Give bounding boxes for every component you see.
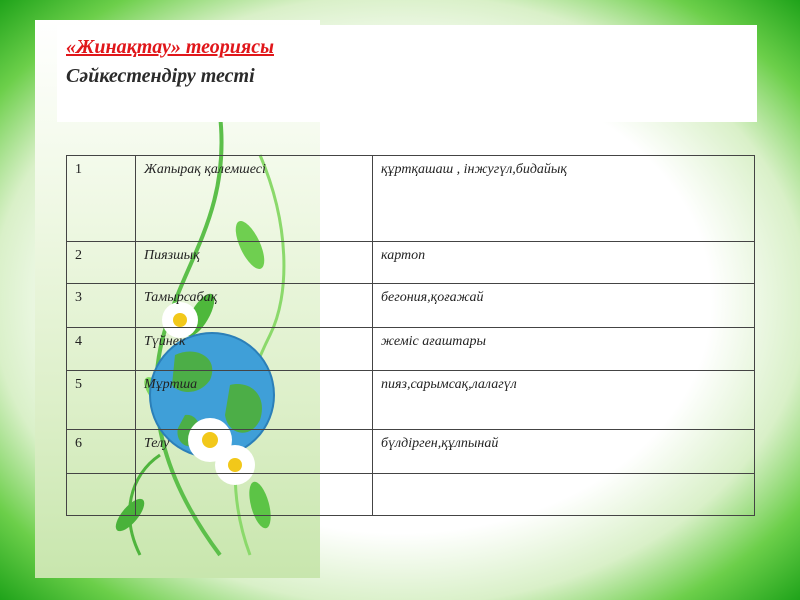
match-cell: құртқашаш , інжугүл,бидайық — [373, 156, 755, 242]
table-row — [67, 328, 755, 371]
term-cell: Мұртша — [136, 371, 373, 430]
table-row — [67, 242, 755, 284]
match-cell: жеміс ағаштары — [373, 328, 755, 371]
matching-table — [66, 155, 755, 516]
row-number: 2 — [67, 242, 136, 284]
term-cell: Пиязшық — [136, 242, 373, 284]
term-cell: Телу — [136, 430, 373, 474]
row-number: 4 — [67, 328, 136, 371]
match-cell: картоп — [373, 242, 755, 284]
match-cell — [373, 474, 755, 516]
match-cell: бегония,қоғажай — [373, 284, 755, 328]
row-number: 1 — [67, 156, 136, 242]
term-cell: Түйнек — [136, 328, 373, 371]
match-cell: бүлдірген,құлпынай — [373, 430, 755, 474]
slide-subtitle: Сәйкестендіру тесті — [66, 65, 255, 87]
term-cell — [136, 474, 373, 516]
table-row — [67, 156, 755, 242]
row-number — [67, 474, 136, 516]
row-number: 6 — [67, 430, 136, 474]
slide-title: «Жинақтау» теориясы — [66, 36, 274, 58]
table-row — [67, 430, 755, 474]
row-number: 3 — [67, 284, 136, 328]
match-cell: пияз,сарымсақ,лалагүл — [373, 371, 755, 430]
table-row — [67, 284, 755, 328]
table-row — [67, 371, 755, 430]
term-cell: Жапырақ қалемшесі — [136, 156, 373, 242]
term-cell: Тамырсабақ — [136, 284, 373, 328]
row-number: 5 — [67, 371, 136, 430]
table-row — [67, 474, 755, 516]
